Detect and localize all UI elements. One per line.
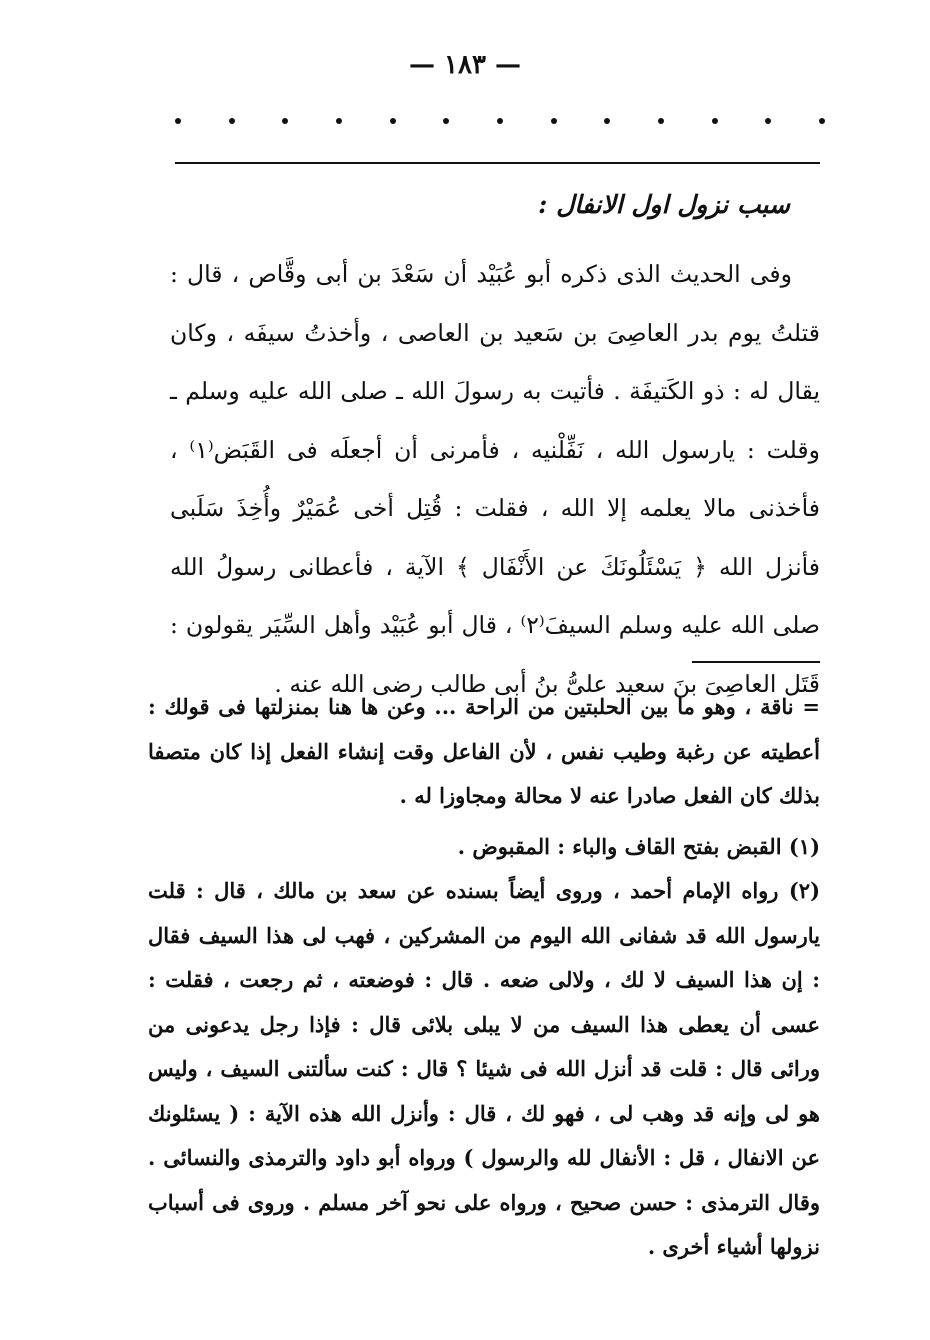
footnote-1: (١) القبض بفتح القاف والباء : المقبوض . <box>457 833 820 859</box>
ornament-dot <box>658 118 664 124</box>
ornament-dot <box>819 118 825 124</box>
ornament-dot <box>390 118 396 124</box>
ornament-dot <box>712 118 718 124</box>
footnote-2: (٢) رواه الإمام أحمد ، وروى أيضاً بسنده عن سعد بن مالك ، قال : قلت يارسول الله قد شفانى الله اليوم من المشركين ، فهب لى هذا السيف فقال : إن هذا السيف لا لك ، ولالى ضعه . قال : فوضعته ، ثم رجعت ، فقلت : عسى أن يعطى هذا السيف من لا يبلى بلائى قال : فإذا رجل يدعونى من ورائى قال : قلت قد أنزل الله فى شيئا ؟ قال : كنت سألتنى السيف ، وليس هو لى وإنه قد وهب لى ، فهو لك ، قال : وأنزل الله هذه الآية : ( يسئلونك عن الانفال ، قل : الأنفال لله والرسول ) ورواه أبو داود والترمذى والنسائى . وقال الترمذى : حسن صحيح ، ورواه على نحو آخر مسلم . وروى فى أسباب نزولها أشياء أخرى . <box>148 878 820 1259</box>
footnote-rule <box>692 661 820 663</box>
footnote-continuation: = ناقة ، وهو ما بين الحلبتين من الراحة ... وعن ها هنا بمنزلتها فى قولك : أعطيته عن رغبة وطيب نفس ، لأن الفاعل وقت إنشاء الفعل إذا كان متصفا بذلك كان الفعل صادرا عنه لا محالة ومجاوزا له . <box>148 694 820 808</box>
ornament-dot <box>551 118 557 124</box>
ornament-dot <box>175 118 181 124</box>
header-rule <box>175 162 820 164</box>
ornament-dot <box>765 118 771 124</box>
ornament-dots <box>175 118 825 124</box>
ornament-dot <box>336 118 342 124</box>
ornament-dot <box>497 118 503 124</box>
main-paragraph: وفى الحديث الذى ذكره أبو عُبَيْد أن سَعْدَ بن أبى وقَّاص ، قال : قتلتُ يوم بدر العاصِىَ بن سَعيد بن العاصى ، وأخذتُ سيفَه ، وكان يقال له : ذو الكَتيفَة . فأتيت به رسولَ الله ـ صلى الله عليه وسلم ـ وقلت : يارسول الله ، نَفِّلْنيه ، فأمرنى أن أجعلَه فى القَبَض⁽١⁾ ، فأخذنى مالا يعلمه إلا الله ، فقلت : قُتِل أخى عُمَيْرٌ وأُخِذَ سَلَبى فأنزل الله ﴿ يَسْئَلُونَكَ عن الأَنْفَال ﴾ الآية ، فأعطانى رسولُ الله صلى الله عليه وسلم السيفَ⁽٢⁾ ، قال أبو عُبَيْد وأهل السِّيَر يقولون : قَتَل العاصِىَ بنَ سعيد علىُّ بنُ أبى طالب رضى الله عنه . <box>170 260 821 698</box>
ornament-dot <box>443 118 449 124</box>
footnotes <box>148 685 820 1270</box>
ornament-dot <box>229 118 235 124</box>
ornament-dot <box>604 118 610 124</box>
section-heading: سبب نزول اول الانفال : <box>538 190 790 219</box>
main-text <box>170 245 820 713</box>
page-number: — ١٨٣ — <box>408 50 522 80</box>
ornament-dot <box>282 118 288 124</box>
